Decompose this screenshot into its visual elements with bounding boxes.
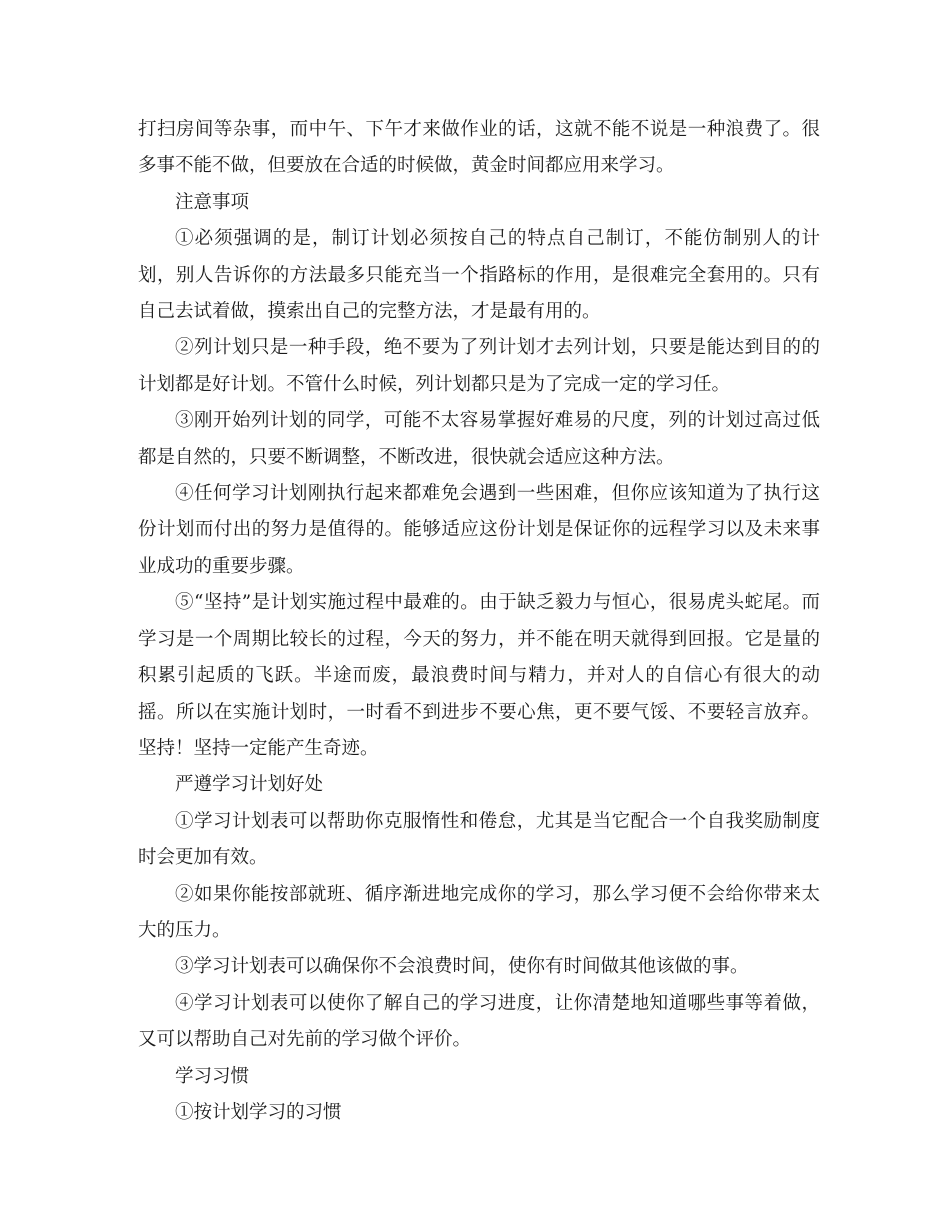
paragraph-note-2: ②列计划只是一种手段，绝不要为了列计划才去列计划，只要是能达到目的的计划都是好计划。不管什么时候，列计划都只是为了完成一定的学习任。 xyxy=(138,337,820,395)
paragraph-benefit-1: ①学习计划表可以帮助你克服惰性和倦怠，尤其是当它配合一个自我奖励制度时会更加有效。 xyxy=(138,810,820,869)
paragraph-habit-1: ①按计划学习的习惯 xyxy=(175,1101,342,1123)
paragraph-note-3: ③刚开始列计划的同学，可能不太容易掌握好难易的尺度，列的计划过高过低都是自然的，只要不断调整，不断改进，很快就会适应这种方法。 xyxy=(138,410,820,468)
heading-benefits: 严遵学习计划好处 xyxy=(175,774,324,796)
paragraph-continuation: 打扫房间等杂事，而中午、下午才来做作业的话，这就不能不说是一种浪费了。很多事不能不做，但要放在合适的时候做，黄金时间都应用来学习。 xyxy=(138,119,820,177)
paragraph-benefit-4: ④学习计划表可以使你了解自己的学习进度，让你清楚地知道哪些事等着做，又可以帮助自己对先前的学习做个评价。 xyxy=(138,992,820,1051)
paragraph-note-4: ④任何学习计划刚执行起来都难免会遇到一些困难，但你应该知道为了执行这份计划而付出的努力是值得的。能够适应这份计划是保证你的远程学习以及未来事业成功的重要步骤。 xyxy=(138,483,820,577)
paragraph-note-1: ①必须强调的是，制订计划必须按自己的特点自己制订，不能仿制别人的计划，别人告诉你的方法最多只能充当一个指路标的作用，是很难完全套用的。只有自己去试着做，摸索出自己的完整方法，才是最有用的。 xyxy=(138,228,820,323)
heading-habits: 学习习惯 xyxy=(175,1065,250,1087)
document-body xyxy=(138,112,820,1131)
paragraph-benefit-2: ②如果你能按部就班、循序渐进地完成你的学习，那么学习便不会给你带来太大的压力。 xyxy=(138,883,820,941)
paragraph-note-5: ⑤“坚持”是计划实施过程中最难的。由于缺乏毅力与恒心，很易虎头蛇尾。而学习是一个周期比较长的过程，今天的努力，并不能在明天就得到回报。它是量的积累引起质的飞跃。半途而废，最浪费时间与精力，并对人的自信心有很大的动摇。所以在实施计划时，一时看不到进步不要心焦，更不要气馁、不要轻言放弃。坚持！坚持一定能产生奇迹。 xyxy=(138,592,820,759)
heading-notes: 注意事项 xyxy=(175,191,250,213)
paragraph-benefit-3: ③学习计划表可以确保你不会浪费时间，使你有时间做其他该做的事。 xyxy=(175,956,749,978)
